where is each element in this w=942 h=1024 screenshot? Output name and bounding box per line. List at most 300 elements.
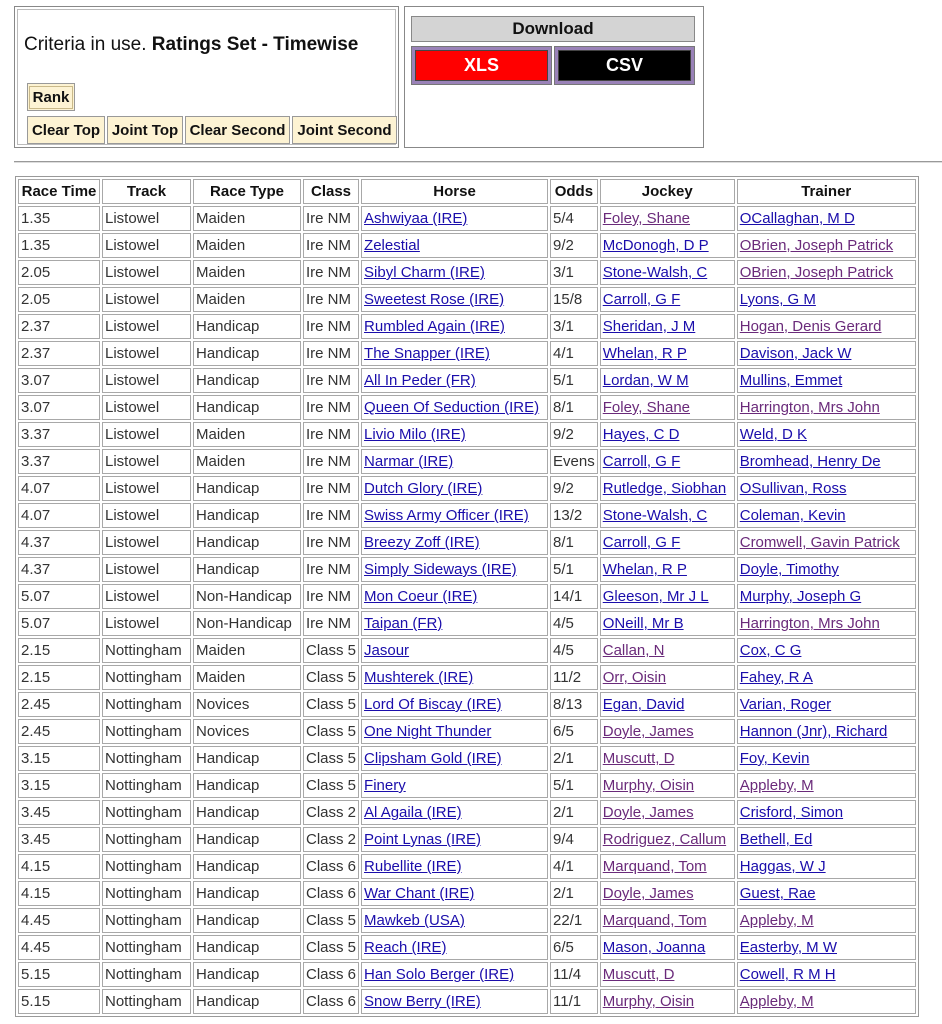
cell-jockey (600, 773, 735, 798)
column-header-track: Track (102, 179, 191, 204)
cell-race-time: 5.07 (18, 584, 100, 609)
cell-race-time: 2.15 (18, 665, 100, 690)
cell-horse (361, 746, 548, 771)
criteria-prefix: Criteria in use. (24, 34, 147, 55)
trainer-link[interactable]: Varian, Roger (739, 696, 832, 713)
jockey-link[interactable]: Foley, Shane (602, 399, 691, 416)
cell-track: Listowel (102, 395, 191, 420)
cell-race-type: Non-Handicap (193, 611, 301, 636)
table-row (18, 800, 916, 825)
jockey-link[interactable]: Doyle, James (602, 885, 694, 902)
trainer-link[interactable]: Crisford, Simon (739, 804, 844, 821)
cell-horse (361, 908, 548, 933)
cell-track: Listowel (102, 206, 191, 231)
cell-class: Class 5 (303, 719, 359, 744)
cell-trainer (737, 206, 916, 231)
horse-link[interactable]: Mushterek (IRE) (364, 669, 474, 686)
jockey-link[interactable]: Egan, David (602, 696, 685, 713)
table-row (18, 449, 916, 474)
horse-link[interactable]: Dutch Glory (IRE) (364, 480, 483, 497)
horse-link[interactable]: Sibyl Charm (IRE) (364, 264, 485, 281)
horse-link[interactable]: Mawkeb (USA) (364, 912, 465, 929)
cell-race-type: Handicap (193, 773, 301, 798)
horse-link[interactable]: Al Agaila (IRE) (364, 804, 462, 821)
xls-download-button[interactable]: XLS (415, 50, 548, 81)
criteria-panel (14, 6, 399, 148)
cell-horse (361, 584, 548, 609)
jockey-link[interactable]: Marquand, Tom (602, 858, 707, 875)
cell-race-time: 3.37 (18, 422, 100, 447)
jockey-link[interactable]: Rutledge, Siobhan (602, 480, 727, 497)
table-row (18, 260, 916, 285)
cell-trainer (737, 962, 916, 987)
cell-race-type: Handicap (193, 962, 301, 987)
jockey-link[interactable]: Carroll, G F (602, 453, 681, 470)
cell-trainer (737, 584, 916, 609)
trainer-link[interactable]: Murphy, Joseph G (739, 588, 862, 605)
table-row (18, 854, 916, 879)
cell-odds: 2/1 (550, 746, 598, 771)
trainer-link[interactable]: OCallaghan, M D (739, 210, 855, 227)
cell-jockey (600, 611, 735, 636)
trainer-link[interactable]: Cromwell, Gavin Patrick (739, 534, 900, 551)
cell-race-time: 5.07 (18, 611, 100, 636)
trainer-link[interactable]: Fahey, R A (739, 669, 813, 686)
cell-race-time: 3.15 (18, 746, 100, 771)
horse-link[interactable]: Rumbled Again (IRE) (364, 318, 505, 335)
horse-link[interactable]: Jasour (364, 642, 410, 659)
cell-class: Class 5 (303, 638, 359, 663)
cell-trainer (737, 908, 916, 933)
criteria-text (24, 34, 358, 56)
trainer-link[interactable]: Bromhead, Henry De (739, 453, 881, 470)
cell-jockey (600, 854, 735, 879)
jockey-link[interactable]: ONeill, Mr B (602, 615, 684, 632)
horse-link[interactable]: The Snapper (IRE) (364, 345, 490, 362)
cell-trainer (737, 719, 916, 744)
clear-top-button[interactable] (27, 116, 105, 144)
horse-link[interactable]: Ashwiyaa (IRE) (364, 210, 468, 227)
cell-trainer (737, 287, 916, 312)
cell-odds: 2/1 (550, 800, 598, 825)
cell-jockey (600, 881, 735, 906)
trainer-link[interactable]: Coleman, Kevin (739, 507, 846, 524)
cell-trainer (737, 773, 916, 798)
horse-link[interactable]: Mon Coeur (IRE) (364, 588, 478, 605)
table-row (18, 638, 916, 663)
cell-odds: 11/4 (550, 962, 598, 987)
cell-race-type: Handicap (193, 314, 301, 339)
column-header-race-time: Race Time (18, 179, 100, 204)
trainer-link[interactable]: Harrington, Mrs John (739, 399, 880, 416)
cell-race-type: Maiden (193, 422, 301, 447)
cell-jockey (600, 395, 735, 420)
cell-race-type: Non-Handicap (193, 584, 301, 609)
cell-class: Class 6 (303, 854, 359, 879)
cell-race-type: Handicap (193, 854, 301, 879)
column-header-horse: Horse (361, 179, 548, 204)
jockey-link[interactable]: Rodriguez, Callum (602, 831, 727, 848)
cell-race-time: 2.45 (18, 719, 100, 744)
cell-race-time: 2.05 (18, 287, 100, 312)
cell-jockey (600, 800, 735, 825)
cell-jockey (600, 368, 735, 393)
cell-track: Nottingham (102, 989, 191, 1014)
rank-button[interactable] (27, 83, 75, 111)
table-row (18, 692, 916, 717)
jockey-link[interactable]: Muscutt, D (602, 750, 675, 767)
jockey-link[interactable]: Stone-Walsh, C (602, 264, 708, 281)
horse-link[interactable]: Narmar (IRE) (364, 453, 454, 470)
clear-second-button[interactable] (185, 116, 290, 144)
cell-jockey (600, 827, 735, 852)
cell-class: Class 5 (303, 908, 359, 933)
cell-odds: 3/1 (550, 260, 598, 285)
trainer-link[interactable]: Appleby, M (739, 993, 814, 1010)
jockey-link[interactable]: Carroll, G F (602, 534, 681, 551)
cell-horse (361, 773, 548, 798)
jockey-link[interactable]: McDonogh, D P (602, 237, 709, 254)
table-row (18, 530, 916, 555)
csv-button-frame (554, 46, 695, 85)
table-row (18, 557, 916, 582)
download-panel (404, 6, 704, 148)
cell-race-time: 2.37 (18, 341, 100, 366)
trainer-link[interactable]: Davison, Jack W (739, 345, 852, 362)
cell-odds: 8/13 (550, 692, 598, 717)
cell-class: Ire NM (303, 314, 359, 339)
cell-horse (361, 368, 548, 393)
cell-trainer (737, 557, 916, 582)
cell-horse (361, 422, 548, 447)
table-row (18, 395, 916, 420)
cell-horse (361, 962, 548, 987)
cell-track: Listowel (102, 422, 191, 447)
cell-horse (361, 233, 548, 258)
horse-link[interactable]: Simply Sideways (IRE) (364, 561, 517, 578)
cell-track: Nottingham (102, 773, 191, 798)
cell-race-type: Maiden (193, 449, 301, 474)
cell-horse (361, 881, 548, 906)
table-row (18, 746, 916, 771)
cell-jockey (600, 584, 735, 609)
cell-jockey (600, 638, 735, 663)
horse-link[interactable]: Queen Of Seduction (IRE) (364, 399, 540, 416)
jockey-link[interactable]: Carroll, G F (602, 291, 681, 308)
cell-race-type: Handicap (193, 341, 301, 366)
horse-link[interactable]: Point Lynas (IRE) (364, 831, 482, 848)
cell-horse (361, 611, 548, 636)
trainer-link[interactable]: Hogan, Denis Gerard (739, 318, 882, 335)
cell-race-type: Handicap (193, 935, 301, 960)
cell-track: Listowel (102, 260, 191, 285)
jockey-link[interactable]: Gleeson, Mr J L (602, 588, 709, 605)
cell-race-time: 4.37 (18, 557, 100, 582)
cell-race-type: Handicap (193, 557, 301, 582)
cell-jockey (600, 530, 735, 555)
cell-odds: 5/1 (550, 368, 598, 393)
cell-class: Class 5 (303, 746, 359, 771)
ratings-set-label: Ratings Set - Timewise (151, 34, 359, 55)
trainer-link[interactable]: Appleby, M (739, 777, 814, 794)
trainer-link[interactable]: Cox, C G (739, 642, 802, 659)
cell-race-type: Handicap (193, 368, 301, 393)
horse-link[interactable]: Clipsham Gold (IRE) (364, 750, 502, 767)
table-row (18, 773, 916, 798)
table-row (18, 206, 916, 231)
cell-race-type: Handicap (193, 908, 301, 933)
jockey-link[interactable]: Sheridan, J M (602, 318, 696, 335)
cell-jockey (600, 422, 735, 447)
horse-link[interactable]: Sweetest Rose (IRE) (364, 291, 505, 308)
cell-track: Listowel (102, 341, 191, 366)
cell-trainer (737, 260, 916, 285)
trainer-link[interactable]: Harrington, Mrs John (739, 615, 880, 632)
trainer-link[interactable]: OBrien, Joseph Patrick (739, 237, 894, 254)
cell-horse (361, 530, 548, 555)
cell-horse (361, 800, 548, 825)
trainer-link[interactable]: Appleby, M (739, 912, 814, 929)
cell-odds: 14/1 (550, 584, 598, 609)
horse-link[interactable]: Livio Milo (IRE) (364, 426, 466, 443)
jockey-link[interactable]: Callan, N (602, 642, 665, 659)
horse-link[interactable]: All In Peder (FR) (364, 372, 476, 389)
cell-jockey (600, 692, 735, 717)
cell-race-type: Maiden (193, 233, 301, 258)
cell-trainer (737, 530, 916, 555)
horse-link[interactable]: Snow Berry (IRE) (364, 993, 481, 1010)
cell-horse (361, 935, 548, 960)
cell-odds: 5/1 (550, 773, 598, 798)
trainer-link[interactable]: Mullins, Emmet (739, 372, 843, 389)
jockey-link[interactable]: Murphy, Oisin (602, 993, 695, 1010)
cell-trainer (737, 476, 916, 501)
jockey-link[interactable]: Mason, Joanna (602, 939, 706, 956)
trainer-link[interactable]: OSullivan, Ross (739, 480, 847, 497)
cell-race-type: Handicap (193, 989, 301, 1014)
jockey-link[interactable]: Lordan, W M (602, 372, 689, 389)
horse-link[interactable]: Rubellite (IRE) (364, 858, 462, 875)
cell-class: Class 5 (303, 935, 359, 960)
cell-horse (361, 827, 548, 852)
jockey-link[interactable]: Doyle, James (602, 804, 694, 821)
cell-race-type: Maiden (193, 665, 301, 690)
cell-horse (361, 341, 548, 366)
cell-jockey (600, 476, 735, 501)
trainer-link[interactable]: Easterby, M W (739, 939, 837, 956)
cell-race-time: 4.45 (18, 935, 100, 960)
cell-trainer (737, 422, 916, 447)
cell-odds: 11/2 (550, 665, 598, 690)
cell-class: Ire NM (303, 449, 359, 474)
cell-odds: 8/1 (550, 530, 598, 555)
cell-odds: 11/1 (550, 989, 598, 1014)
cell-odds: 4/5 (550, 611, 598, 636)
joint-second-button[interactable] (292, 116, 397, 144)
cell-trainer (737, 746, 916, 771)
cell-trainer (737, 692, 916, 717)
trainer-link[interactable]: Bethell, Ed (739, 831, 813, 848)
cell-track: Nottingham (102, 719, 191, 744)
trainer-link[interactable]: Cowell, R M H (739, 966, 836, 983)
joint-top-label: Joint Top (111, 121, 179, 139)
table-row (18, 665, 916, 690)
cell-jockey (600, 908, 735, 933)
horse-link[interactable]: Han Solo Berger (IRE) (364, 966, 515, 983)
jockey-link[interactable]: Stone-Walsh, C (602, 507, 708, 524)
cell-odds: 6/5 (550, 719, 598, 744)
jockey-link[interactable]: Foley, Shane (602, 210, 691, 227)
cell-horse (361, 503, 548, 528)
cell-track: Nottingham (102, 665, 191, 690)
column-header-race-type: Race Type (193, 179, 301, 204)
cell-race-time: 1.35 (18, 233, 100, 258)
table-row (18, 962, 916, 987)
cell-horse (361, 314, 548, 339)
cell-class: Ire NM (303, 611, 359, 636)
cell-track: Listowel (102, 287, 191, 312)
cell-odds: 15/8 (550, 287, 598, 312)
cell-class: Ire NM (303, 422, 359, 447)
jockey-link[interactable]: Whelan, R P (602, 561, 687, 578)
cell-track: Listowel (102, 314, 191, 339)
cell-trainer (737, 881, 916, 906)
cell-horse (361, 476, 548, 501)
trainer-link[interactable]: Haggas, W J (739, 858, 826, 875)
trainer-link[interactable]: Weld, D K (739, 426, 807, 443)
table-row (18, 881, 916, 906)
trainer-link[interactable]: Hannon (Jnr), Richard (739, 723, 888, 740)
cell-jockey (600, 989, 735, 1014)
column-header-odds: Odds (550, 179, 598, 204)
trainer-link[interactable]: Lyons, G M (739, 291, 816, 308)
cell-track: Listowel (102, 557, 191, 582)
column-header-trainer: Trainer (737, 179, 916, 204)
cell-odds: 4/5 (550, 638, 598, 663)
table-row (18, 287, 916, 312)
cell-jockey (600, 206, 735, 231)
horse-link[interactable]: Swiss Army Officer (IRE) (364, 507, 529, 524)
jockey-link[interactable]: Hayes, C D (602, 426, 680, 443)
cell-class: Ire NM (303, 530, 359, 555)
cell-class: Class 6 (303, 989, 359, 1014)
table-row (18, 476, 916, 501)
joint-second-label: Joint Second (297, 121, 392, 139)
jockey-link[interactable]: Marquand, Tom (602, 912, 707, 929)
table-row (18, 989, 916, 1014)
results-table (15, 176, 919, 1017)
jockey-link[interactable]: Orr, Oisin (602, 669, 667, 686)
cell-track: Nottingham (102, 692, 191, 717)
cell-class: Class 5 (303, 773, 359, 798)
jockey-link[interactable]: Muscutt, D (602, 966, 675, 983)
cell-jockey (600, 287, 735, 312)
cell-race-time: 2.05 (18, 260, 100, 285)
trainer-link[interactable]: Doyle, Timothy (739, 561, 839, 578)
table-row (18, 827, 916, 852)
cell-race-time: 3.37 (18, 449, 100, 474)
cell-horse (361, 395, 548, 420)
cell-jockey (600, 719, 735, 744)
trainer-link[interactable]: OBrien, Joseph Patrick (739, 264, 894, 281)
cell-race-type: Novices (193, 692, 301, 717)
cell-class: Ire NM (303, 368, 359, 393)
trainer-link[interactable]: Guest, Rae (739, 885, 816, 902)
cell-race-type: Handicap (193, 827, 301, 852)
trainer-link[interactable]: Foy, Kevin (739, 750, 810, 767)
horse-link[interactable]: Taipan (FR) (364, 615, 443, 632)
cell-jockey (600, 260, 735, 285)
cell-odds: 9/2 (550, 422, 598, 447)
cell-odds: 9/4 (550, 827, 598, 852)
horse-link[interactable]: Zelestial (364, 237, 420, 254)
cell-race-time: 3.15 (18, 773, 100, 798)
cell-race-time: 3.45 (18, 800, 100, 825)
xls-button-frame (411, 46, 552, 85)
table-row (18, 233, 916, 258)
cell-jockey (600, 314, 735, 339)
jockey-link[interactable]: Whelan, R P (602, 345, 687, 362)
cell-jockey (600, 557, 735, 582)
cell-track: Listowel (102, 584, 191, 609)
cell-horse (361, 260, 548, 285)
horse-link[interactable]: Lord Of Biscay (IRE) (364, 696, 502, 713)
cell-track: Nottingham (102, 746, 191, 771)
cell-trainer (737, 395, 916, 420)
cell-trainer (737, 854, 916, 879)
cell-race-type: Handicap (193, 746, 301, 771)
cell-class: Ire NM (303, 476, 359, 501)
cell-trainer (737, 611, 916, 636)
table-row (18, 422, 916, 447)
jockey-link[interactable]: Murphy, Oisin (602, 777, 695, 794)
cell-track: Nottingham (102, 935, 191, 960)
cell-race-time: 2.37 (18, 314, 100, 339)
horse-link[interactable]: Finery (364, 777, 406, 794)
cell-odds: 5/4 (550, 206, 598, 231)
csv-download-button[interactable]: CSV (558, 50, 691, 81)
cell-race-time: 4.37 (18, 530, 100, 555)
cell-class: Class 2 (303, 800, 359, 825)
cell-trainer (737, 827, 916, 852)
cell-odds: 5/1 (550, 557, 598, 582)
cell-class: Ire NM (303, 341, 359, 366)
cell-trainer (737, 989, 916, 1014)
cell-track: Listowel (102, 233, 191, 258)
cell-class: Class 6 (303, 881, 359, 906)
cell-jockey (600, 746, 735, 771)
horse-link[interactable]: Reach (IRE) (364, 939, 447, 956)
cell-odds: 9/2 (550, 233, 598, 258)
horse-link[interactable]: Breezy Zoff (IRE) (364, 534, 480, 551)
cell-class: Ire NM (303, 206, 359, 231)
cell-jockey (600, 935, 735, 960)
cell-class: Class 5 (303, 692, 359, 717)
cell-race-time: 4.45 (18, 908, 100, 933)
horse-link[interactable]: One Night Thunder (364, 723, 492, 740)
cell-track: Listowel (102, 530, 191, 555)
cell-track: Nottingham (102, 881, 191, 906)
cell-horse (361, 557, 548, 582)
jockey-link[interactable]: Doyle, James (602, 723, 694, 740)
cell-horse (361, 638, 548, 663)
cell-race-time: 4.15 (18, 881, 100, 906)
joint-top-button[interactable] (107, 116, 183, 144)
cell-race-time: 5.15 (18, 989, 100, 1014)
horse-link[interactable]: War Chant (IRE) (364, 885, 475, 902)
cell-track: Listowel (102, 503, 191, 528)
cell-race-time: 3.45 (18, 827, 100, 852)
